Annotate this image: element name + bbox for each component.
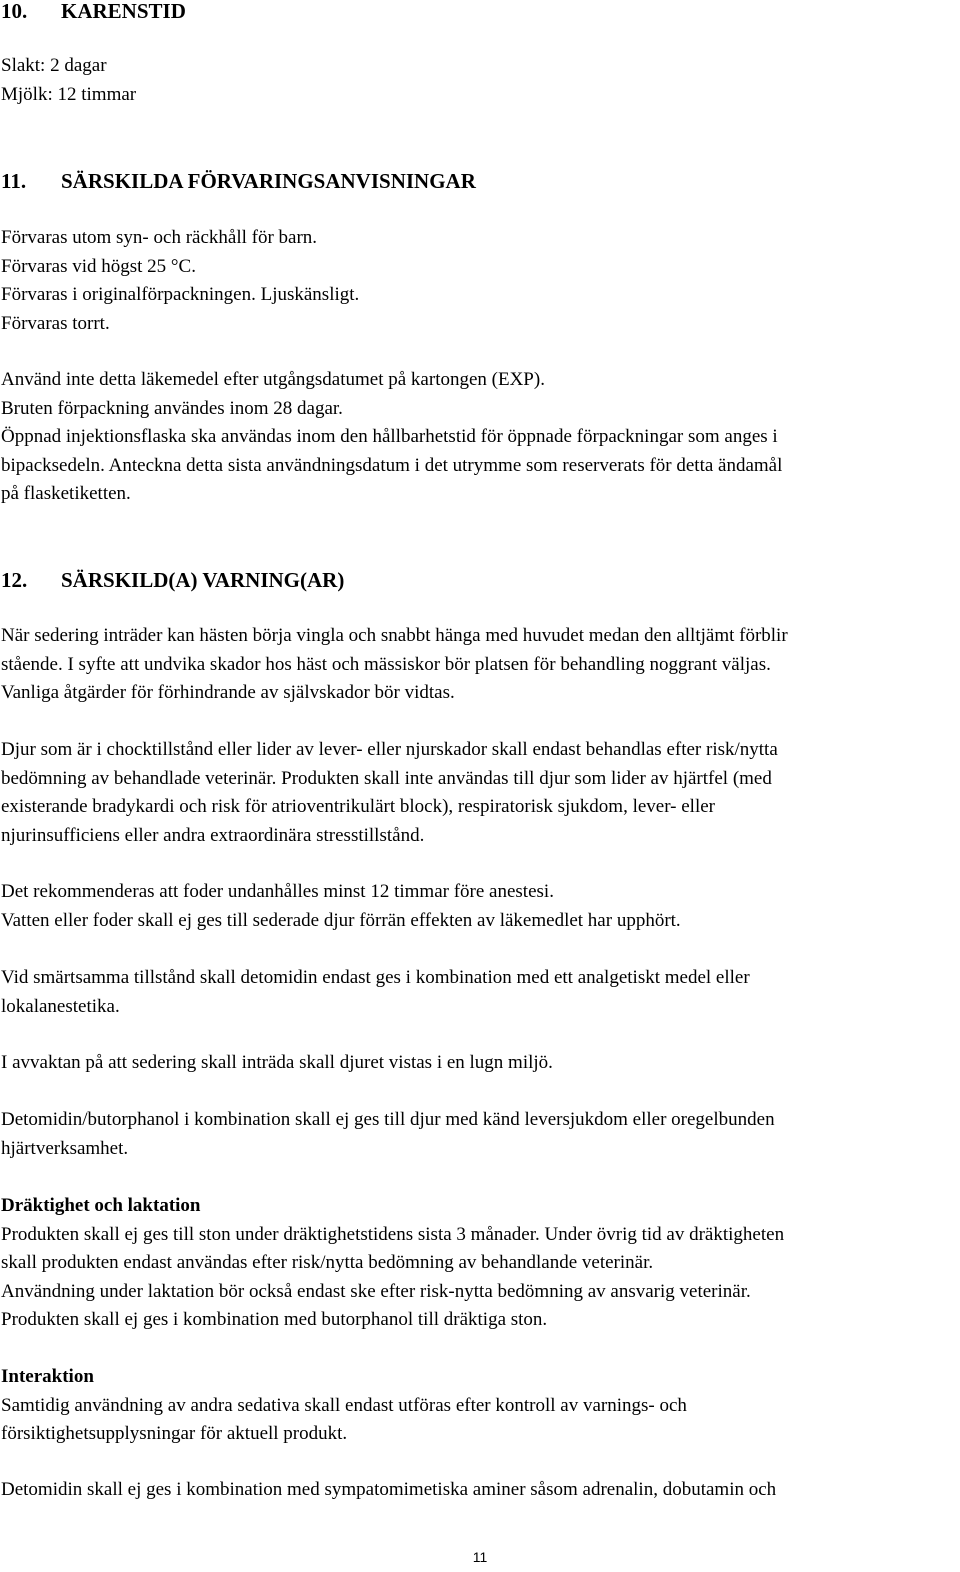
text-line: på flasketiketten.: [1, 483, 131, 504]
section-title: SÄRSKILD(A) VARNING(AR): [61, 568, 345, 592]
text-line: bedömning av behandlade veterinär. Produkten skall inte användas till djur som lider av hjärtfel (med: [1, 767, 772, 789]
warning-paragraph: [1, 1106, 775, 1163]
text-line: njurinsufficiens eller andra extraordinära stresstillstånd.: [1, 824, 425, 846]
text-line: När sedering inträder kan hästen börja vingla och snabbt hänga med huvudet medan den alltjämt förblir: [1, 625, 788, 646]
warning-paragraph: [1, 736, 778, 850]
text-line: Slakt: 2 dagar: [1, 55, 107, 76]
text-line: Förvaras utom syn- och räckhåll för barn.: [1, 227, 318, 248]
text-line: Använd inte detta läkemedel efter utgångsdatumet på kartongen (EXP).: [1, 369, 545, 390]
text-line: Mjölk: 12 timmar: [1, 83, 137, 105]
section-11: [1, 167, 476, 195]
section-10: [1, 0, 186, 25]
pregnancy-lactation: [1, 1192, 784, 1335]
text-line: Djur som är i chocktillstånd eller lider av lever- eller njurskador skall endast behandlas efter risk/nytta: [1, 739, 778, 760]
text-line: I avvaktan på att sedering skall inträda skall djuret vistas i en lugn miljö.: [1, 1052, 553, 1073]
text-line: Samtidig användning av andra sedativa skall endast utföras efter kontroll av varnings- och: [1, 1394, 687, 1416]
text-line: Förvaras i originalförpackningen. Ljuskänsligt.: [1, 284, 360, 305]
text-line: Bruten förpackning användes inom 28 dagar.: [1, 397, 343, 419]
text-line: lokalanestetika.: [1, 995, 120, 1017]
text-line: Det rekommenderas att foder undanhålles minst 12 timmar före anestesi.: [1, 881, 554, 902]
text-line: existerande bradykardi och risk för atrioventrikulärt block), respiratorisk sjukdom, lever- eller: [1, 796, 715, 817]
text-line: skall produkten endast användas efter risk/nytta bedömning av behandlande veterinär.: [1, 1252, 654, 1273]
text-line: Vatten eller foder skall ej ges till sederade djur förrän effekten av läkemedlet har upphört.: [1, 909, 681, 931]
text-line: Detomidin/butorphanol i kombination skall ej ges till djur med känd leversjukdom eller oregelbunden: [1, 1109, 775, 1130]
subsection-title: Interaktion: [1, 1366, 94, 1387]
text-line: Produkten skall ej ges i kombination med butorphanol till dräktiga ston.: [1, 1309, 548, 1330]
section-heading: [1, 0, 186, 25]
storage-instructions: [1, 224, 359, 338]
text-line: Användning under laktation bör också endast ske efter risk-nytta bedömning av ansvarig veterinär.: [1, 1280, 751, 1302]
interaction: [1, 1363, 687, 1449]
section-title: KARENSTID: [61, 0, 186, 23]
section-number: 10.: [1, 0, 28, 23]
expiry-instructions: [1, 366, 782, 509]
text-line: Förvaras vid högst 25 °C.: [1, 255, 196, 277]
text-line: Vid smärtsamma tillstånd skall detomidin endast ges i kombination med ett analgetiskt medel eller: [1, 967, 750, 988]
section-number: 11.: [1, 169, 27, 193]
warning-paragraph: [1, 1476, 776, 1505]
text-line: Förvaras torrt.: [1, 312, 110, 334]
section-12: [1, 566, 344, 594]
section-heading: [1, 167, 476, 195]
text-line: stående. I syfte att undvika skador hos häst och mässiskor bör platsen för behandling noggrant väljas.: [1, 653, 771, 675]
text-line: Öppnad injektionsflaska ska användas inom den hållbarhetstid för öppnade förpackningar som anges i: [1, 426, 778, 447]
page-number: 11: [472, 1549, 488, 1565]
warning-paragraph: [1, 878, 681, 935]
warning-paragraph: [1, 1049, 553, 1078]
section-heading: [1, 566, 344, 594]
subsection-title: Dräktighet och laktation: [1, 1195, 201, 1216]
text-line: hjärtverksamhet.: [1, 1137, 129, 1159]
text-line: försiktighetsupplysningar för aktuell produkt.: [1, 1423, 348, 1444]
warning-paragraph: [1, 622, 788, 708]
text-line: bipacksedeln. Anteckna detta sista användningsdatum i det utrymme som reserverats för detta ändamål: [1, 454, 783, 476]
withdrawal-period: [1, 52, 136, 109]
section-title: SÄRSKILDA FÖRVARINGSANVISNINGAR: [61, 169, 476, 193]
text-line: Detomidin skall ej ges i kombination med sympatomimetiska aminer såsom adrenalin, dobutamin och: [1, 1479, 777, 1500]
section-number: 12.: [1, 568, 28, 592]
text-line: Vanliga åtgärder för förhindrande av självskador bör vidtas.: [1, 682, 455, 703]
warning-paragraph: [1, 964, 750, 1021]
text-line: Produkten skall ej ges till ston under dräktighetstidens sista 3 månader. Under övrig tid av dräktigheten: [1, 1223, 785, 1245]
